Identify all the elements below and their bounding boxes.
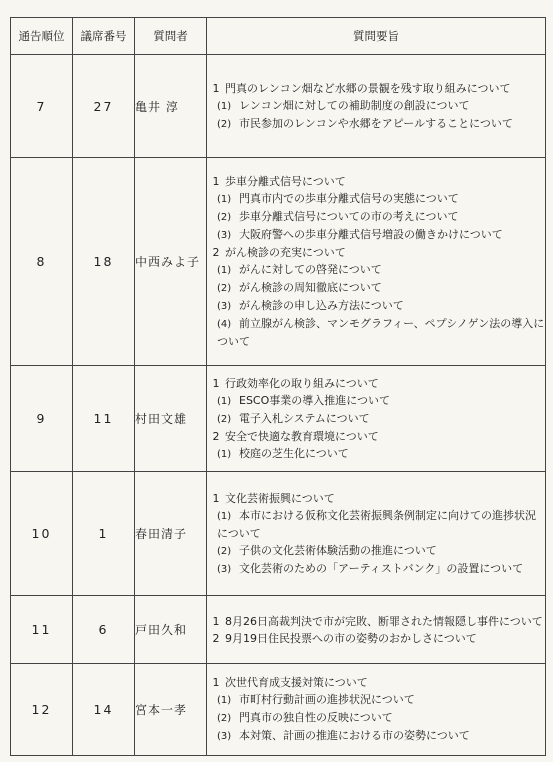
subtopic-number: (2) [217,713,232,724]
subtopic-text: 前立腺がん検診、マンモグラフィー、ペプシノゲン法の導入について [217,317,545,348]
cell-seat: 14 [73,664,135,756]
cell-seat: 1 [73,472,135,596]
topic-text: 行政効率化の取り組みについて [225,376,379,390]
subtopic-item [207,190,545,208]
cell-summary [207,55,546,158]
cell-questioner: 宮本一孝 [135,664,207,756]
subtopic-text: がん検診の周知徹底について [239,281,382,294]
topic-text: 歩車分離式信号について [225,175,346,188]
subtopic-number: (1) [217,265,232,276]
cell-questioner: 戸田久和 [135,596,207,664]
header-questioner: 質問者 [135,18,207,55]
topic-item [207,428,545,445]
subtopic-number: (1) [217,395,232,407]
subtopic-text: 門真市内での歩車分離式信号の実態について [239,192,459,205]
subtopic-item [207,445,545,463]
topic-number: 2 [212,429,220,443]
subtopic-number: (3) [217,563,232,575]
subtopic-text: 大阪府警への歩車分離式信号増設の働きかけについて [239,228,503,241]
topic-text: 安全で快適な教育環境について [225,429,379,443]
cell-seat: 11 [73,366,135,472]
subtopic-text: 電子入札システムについて [239,411,370,425]
subtopic-text: 子供の文化芸術体験活動の推進について [239,543,437,557]
topic-item [207,490,545,507]
subtopic-item [207,542,545,560]
header-order: 通告順位 [11,18,73,55]
topic-text: 次世代育成支援対策について [225,676,368,689]
table-row [11,472,546,596]
subtopic-text: 校庭の芝生化について [239,446,349,460]
subtopic-number: (1) [217,194,232,205]
topic-number: 1 [212,614,220,628]
cell-order: 9 [11,366,73,472]
subtopic-number: (4) [217,319,232,330]
subtopic-item [207,97,545,115]
subtopic-text: がんに対しての啓発について [239,263,382,276]
cell-order: 12 [11,664,73,756]
subtopic-item [207,115,545,133]
subtopic-number: (2) [217,212,232,223]
cell-summary [207,596,546,664]
subtopic-text: 本市における仮称文化芸術振興条例制定に向けての進捗状況について [217,508,536,540]
table-row [11,366,546,472]
subtopic-number: (2) [217,283,232,294]
topic-number: 2 [212,246,220,259]
subtopic-number: (2) [217,118,232,130]
subtopic-number: (3) [217,301,232,312]
subtopic-item [207,297,545,315]
subtopic-number: (3) [217,731,232,742]
subtopic-text: 市町村行動計画の進捗状況について [239,693,415,706]
topic-number: 1 [212,491,220,505]
topic-number: 1 [212,676,220,689]
table-row [11,596,546,664]
cell-seat: 27 [73,55,135,158]
cell-summary [207,664,546,756]
subtopic-text: 本対策、計画の推進における市の姿勢について [239,729,470,742]
subtopic-item [207,279,545,297]
subtopic-item [207,410,545,428]
topic-text: がん検診の充実について [225,246,346,259]
table-header-row [11,18,546,55]
cell-order: 11 [11,596,73,664]
subtopic-item [207,261,545,279]
subtopic-text: 門真市の独自性の反映について [239,711,393,724]
topic-text: 文化芸術振興について [225,491,335,505]
subtopic-number: (1) [217,695,232,706]
cell-questioner: 中西みよ子 [135,158,207,366]
cell-summary [207,472,546,596]
subtopic-number: (3) [217,230,232,241]
topic-number: 1 [212,376,220,390]
cell-questioner: 春田清子 [135,472,207,596]
topic-item [207,244,545,261]
subtopic-number: (2) [217,545,232,557]
subtopic-item [207,560,545,578]
cell-order: 7 [11,55,73,158]
topic-item [207,613,545,630]
topic-item [207,80,545,97]
subtopic-item [207,208,545,226]
topic-item [207,375,545,392]
subtopic-item [207,507,545,542]
subtopic-number: (1) [217,510,232,522]
cell-seat: 6 [73,596,135,664]
cell-questioner: 村田文雄 [135,366,207,472]
cell-summary [207,366,546,472]
topic-item [207,630,545,647]
cell-summary [207,158,546,366]
cell-order: 8 [11,158,73,366]
table-body [11,55,546,756]
topic-text: 8月26日高裁判決で市が完敗、断罪された情報隠し事件について [225,614,543,628]
subtopic-number: (1) [217,448,232,460]
table-row [11,664,546,756]
topic-number: 2 [212,631,220,645]
table-row [11,55,546,158]
topic-number: 1 [212,175,220,188]
topic-number: 1 [212,81,220,95]
cell-order: 10 [11,472,73,596]
cell-seat: 18 [73,158,135,366]
subtopic-text: がん検診の申し込み方法について [239,299,404,312]
table-row [11,158,546,366]
subtopic-number: (1) [217,100,232,112]
subtopic-text: ESCO事業の導入推進について [239,393,391,407]
topic-text: 門真のレンコン畑など水郷の景観を残す取り組みについて [225,81,511,95]
question-schedule-table [10,17,546,756]
subtopic-text: レンコン畑に対しての補助制度の創設について [239,98,470,112]
subtopic-item [207,709,545,727]
subtopic-item [207,226,545,244]
topic-text: 9月19日住民投票への市の姿勢のおかしさについて [225,631,477,645]
subtopic-text: 歩車分離式信号についての市の考えについて [239,210,459,223]
subtopic-text: 文化芸術のための「アーティストバンク」の設置について [239,561,524,575]
header-seat: 議席番号 [73,18,135,55]
subtopic-item [207,315,545,350]
subtopic-text: 市民参加のレンコンや水郷をアピールすることについて [239,116,513,130]
cell-questioner: 亀井 淳 [135,55,207,158]
topic-item [207,173,545,190]
subtopic-item [207,392,545,410]
subtopic-number: (2) [217,413,232,425]
subtopic-item [207,691,545,709]
subtopic-item [207,727,545,745]
header-summary: 質問要旨 [207,18,546,55]
topic-item [207,674,545,691]
